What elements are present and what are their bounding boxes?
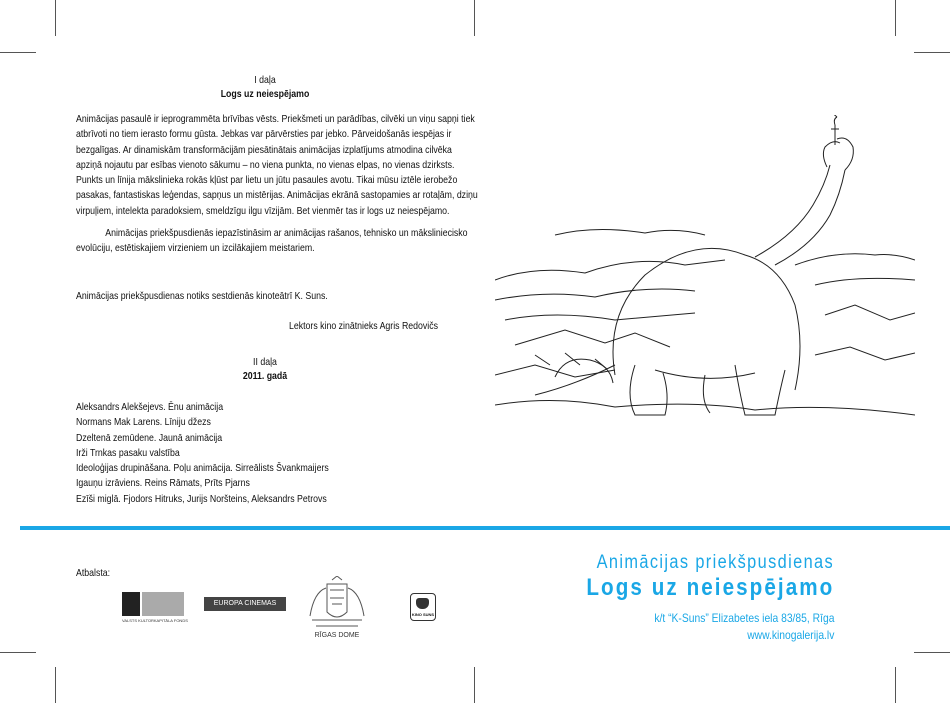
logo-bar — [142, 592, 184, 616]
event-series-title: Animācijas priekšpusdienas — [596, 552, 834, 573]
logo-europa-cinemas — [204, 597, 286, 611]
crop-mark — [0, 52, 36, 53]
text-line: bezgalīgas. Ar dinamiskām transformācijām piesātinātais animācijas izplatījums atmodina cilvēka — [76, 144, 452, 156]
text-line: evolūciju, estētiskajiem virzieniem un izcilākajiem meistariem. — [76, 243, 315, 255]
support-label: Atbalsta: — [76, 568, 111, 579]
fold-mark — [474, 0, 475, 36]
dinosaur-illustration — [495, 115, 915, 430]
text-line: pasakas, fantastiskas leģendas, sapņus un mistērijas. Animācijas ekrānā sastopamies ar rotaļām, dziņu — [76, 190, 478, 202]
part1-paragraph1 — [76, 112, 478, 219]
event-address: k/t “K-Suns” Elizabetes iela 83/85, Rīga — [653, 611, 834, 625]
logo-caption: KINO SUNS — [411, 612, 435, 617]
logo-culture-fund — [122, 592, 188, 626]
crop-mark — [914, 52, 950, 53]
crop-mark — [914, 652, 950, 653]
logo-mark — [122, 592, 140, 616]
logo-caption: VALSTS KULTŪRKAPITĀLA FONDS — [122, 618, 188, 623]
logo-caption: RĪGAS DOME — [314, 632, 360, 639]
list-item: Irži Trnkas pasaku valstība — [76, 447, 180, 459]
list-item: Igauņu izrāviens. Reins Rāmats, Prīts Pjarns — [76, 478, 250, 490]
crop-mark — [55, 0, 56, 36]
text-line: Animācijas priekšpusdienās iepazīstināsim ar animācijas rašanos, tehnisko un mākslinieciskо — [105, 228, 468, 239]
crop-mark — [895, 0, 896, 36]
list-item: Normans Mak Larens. Līniju džezs — [76, 417, 211, 429]
coat-of-arms-icon — [304, 576, 370, 630]
logo-text: EUROPA CINEMAS — [213, 600, 277, 607]
part2-title: 2011. gadā — [242, 371, 288, 382]
logo-kino-suns — [410, 593, 436, 621]
event-website[interactable]: www.kinogalerija.lv — [746, 628, 834, 642]
text-line: atbrīvoti no tiem ierasto formu gūsta. Jebkas var pārvērsties par jebko. Pārveidošanās iespējas ir — [76, 129, 452, 141]
list-item: Dzeltenā zemūdene. Jaunā animācija — [76, 432, 223, 444]
part1-paragraph2 — [76, 226, 468, 257]
program-list — [76, 400, 329, 507]
logo-riga-council — [304, 576, 370, 646]
crop-mark — [0, 652, 36, 653]
crop-mark — [55, 667, 56, 703]
event-title: Logs uz neiespējamo — [586, 574, 834, 601]
list-item: Ezīši miglā. Fjodors Hitruks, Jurijs Noršteins, Aleksandrs Petrovs — [76, 493, 327, 505]
fold-mark — [474, 667, 475, 703]
dog-icon — [416, 598, 429, 609]
crop-mark — [895, 667, 896, 703]
text-line: Punkts un līnija mākslinieka rokās kļūst par lietu un jūtu pasaules avotu. Tikai mūsu iztēle ierobežo — [76, 175, 458, 187]
list-item: Aleksandrs Alekšejevs. Ēnu animācija — [76, 402, 224, 413]
text-line: Animācijas pasaulē ir ieprogrammēta brīvības vēsts. Priekšmeti un parādības, cilvēki un viņu sapņi tiek — [76, 114, 475, 125]
part1-title: Logs uz neiespējamo — [220, 89, 310, 100]
lecturer-text: Lektors kino zinātnieks Agris Redovičs — [289, 321, 439, 332]
text-line: virpuļiem, intelekta paradoksiem, smeldzīgu ilgu vīzijām. Bet vienmēr tas ir logs uz neiespējamo. — [76, 205, 450, 217]
text-line: apziņā nojautu par esības vienoto sākumu – no viena punkta, no vienas elpas, no vienas dzirksts. — [76, 159, 455, 171]
part2-label: II daļa — [253, 357, 277, 368]
part1-label: I daļa — [254, 75, 276, 86]
schedule-text: Animācijas priekšpusdienas notiks sestdienās kinoteātrī K. Suns. — [76, 291, 328, 302]
list-item: Ideoloģijas drupināšana. Poļu animācija. Sirreālists Švankmaijers — [76, 463, 329, 475]
accent-divider — [20, 526, 950, 530]
